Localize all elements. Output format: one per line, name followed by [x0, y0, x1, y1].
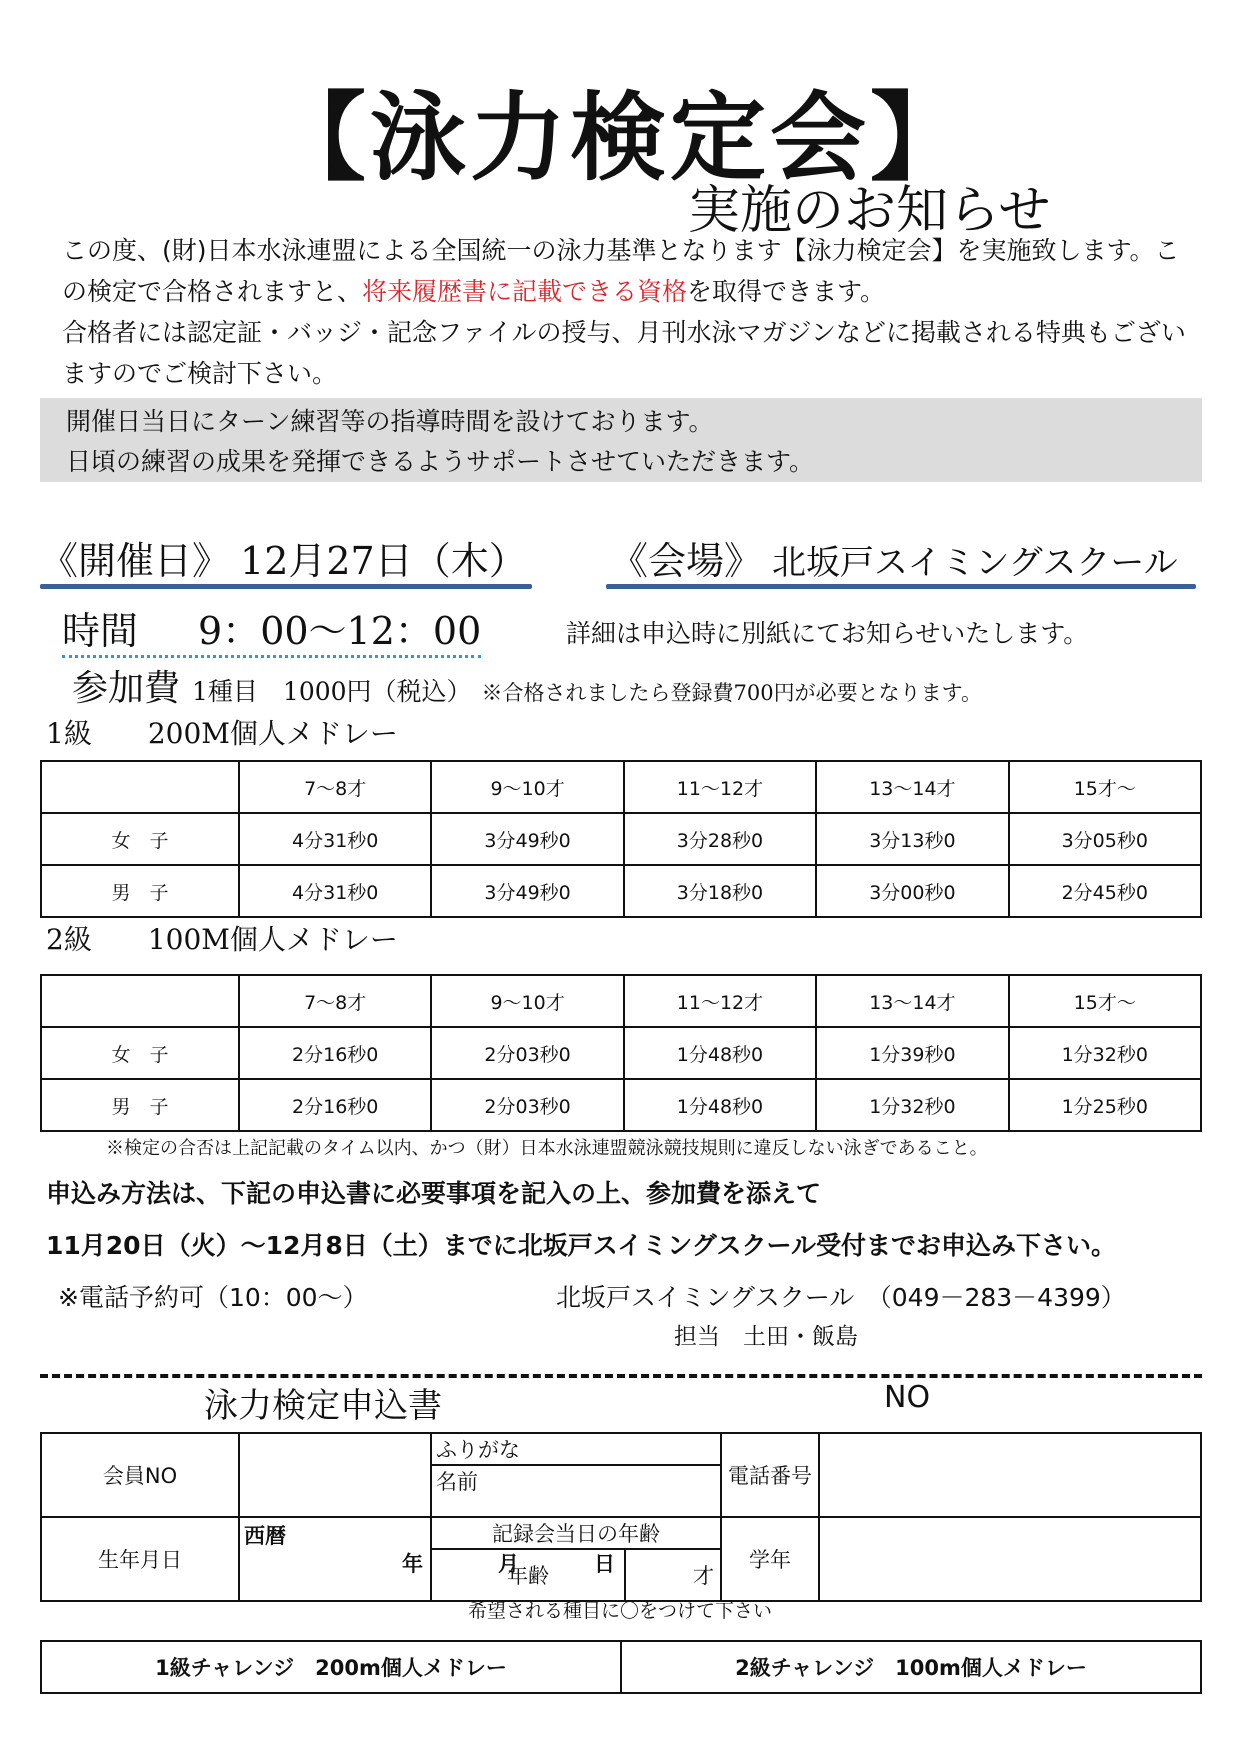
table-cell: 男 子 — [41, 865, 239, 917]
table-row — [41, 761, 1201, 813]
event-time — [62, 600, 481, 658]
table-cell: 2分03秒0 — [431, 1027, 623, 1079]
age-label: 年齢 — [431, 1549, 625, 1601]
intro-text-3: 合格者には認定証・バッジ・記念ファイルの授与、月刊水泳マガジンなどに掲載される特典もございますのでご検討下さい。 — [62, 318, 1186, 388]
table-cell: 3分49秒0 — [431, 865, 623, 917]
table-row — [41, 1079, 1201, 1131]
table-cell: 2分03秒0 — [431, 1079, 623, 1131]
grade2-table — [40, 974, 1202, 1132]
fee-value: 1種目 1000円（税込） — [192, 677, 472, 706]
phone-field[interactable] — [819, 1433, 1201, 1517]
fee-note: ※合格されましたら登録費700円が必要となります。 — [481, 681, 982, 705]
table-cell: 女 子 — [41, 813, 239, 865]
table-cell: 1分25秒0 — [1009, 1079, 1201, 1131]
phone-label: 電話番号 — [721, 1433, 819, 1517]
table-cell: 3分05秒0 — [1009, 813, 1201, 865]
grade1-table — [40, 760, 1202, 918]
event-date — [40, 530, 527, 585]
table-cell: 13～14才 — [816, 975, 1008, 1027]
choice-grade1[interactable]: 1級チャレンジ 200m個人メドレー — [41, 1641, 621, 1693]
fee-label: 参加費 — [72, 668, 181, 709]
school-year-label: 学年 — [721, 1517, 819, 1601]
intro-highlight: 将来履歴書に記載できる資格 — [362, 277, 688, 306]
contact: 北坂戸スイミングスクール （049－283－4399） — [556, 1283, 1126, 1312]
grade2-title: 2級 100M個人メドレー — [46, 923, 398, 956]
venue-underline — [606, 584, 1196, 589]
form-row-3 — [41, 1517, 1201, 1549]
venue-value: 北坂戸スイミングスクール — [772, 543, 1178, 583]
table-cell: 男 子 — [41, 1079, 239, 1131]
apply-line-2: 11月20日（火）～12月8日（土）までに北坂戸スイミングスクール受付までお申込み下さい。 — [46, 1231, 1117, 1260]
date-underline — [40, 584, 532, 589]
name-field[interactable] — [431, 1465, 721, 1517]
rule-note: ※検定の合否は上記記載のタイム以内、かつ（財）日本水泳連盟競泳競技規則に違反しない泳ぎであること。 — [106, 1138, 988, 1159]
table-cell: 1分32秒0 — [1009, 1027, 1201, 1079]
age-on-day-label: 記録会当日の年齢 — [431, 1517, 721, 1549]
notice-text — [66, 402, 814, 482]
table-cell: 女 子 — [41, 1027, 239, 1079]
year-label: 年 — [402, 1552, 423, 1576]
birthdate-label: 生年月日 — [41, 1517, 239, 1601]
member-no-field[interactable] — [239, 1433, 431, 1517]
table-row — [41, 975, 1201, 1027]
sai-label: 才 — [693, 1564, 714, 1588]
name-label: 名前 — [436, 1470, 478, 1494]
table-cell: 13～14才 — [816, 761, 1008, 813]
table-cell: 1分39秒0 — [816, 1027, 1008, 1079]
venue-label: 《会場》 — [610, 539, 763, 583]
grade1-title: 1級 200M個人メドレー — [46, 717, 398, 750]
day-label: 日 — [594, 1552, 615, 1576]
form-title: 泳力検定申込書 — [204, 1386, 442, 1426]
table-cell: 2分16秒0 — [239, 1027, 431, 1079]
page-subtitle: 実施のお知らせ — [688, 181, 1051, 241]
event-fee — [72, 660, 982, 711]
table-cell: 2分45秒0 — [1009, 865, 1201, 917]
staff: 担当 土田・飯島 — [674, 1324, 858, 1350]
intro-paragraph — [62, 230, 1192, 394]
table-cell: 2分16秒0 — [239, 1079, 431, 1131]
details-note: 詳細は申込時に別紙にてお知らせいたします。 — [566, 619, 1089, 648]
event-venue — [610, 530, 1178, 585]
age-field[interactable] — [625, 1549, 721, 1601]
notice-line-2: 日頃の練習の成果を発揮できるようサポートさせていただきます。 — [66, 447, 815, 476]
form-no-label: NO — [884, 1380, 931, 1415]
phone-reserve: ※電話予約可（10：00～） — [58, 1283, 368, 1312]
time-value: 9：00～12：00 — [198, 609, 482, 653]
table-cell: 9～10才 — [431, 975, 623, 1027]
member-no-label: 会員NO — [41, 1433, 239, 1517]
table-cell: 3分00秒0 — [816, 865, 1008, 917]
table-row — [41, 813, 1201, 865]
table-row — [41, 1027, 1201, 1079]
furigana-field[interactable] — [431, 1433, 721, 1465]
school-year-field[interactable] — [819, 1517, 1201, 1601]
table-cell: 15才～ — [1009, 975, 1201, 1027]
date-value: 12月27日（木） — [240, 539, 527, 583]
apply-line-1: 申込み方法は、下記の申込書に必要事項を記入の上、参加費を添えて — [46, 1179, 822, 1208]
page-title: 【泳力検定会】 — [270, 82, 970, 194]
table-cell: 4分31秒0 — [239, 813, 431, 865]
table-cell — [41, 761, 239, 813]
table-cell: 11～12才 — [624, 761, 816, 813]
table-cell: 7～8才 — [239, 975, 431, 1027]
table-cell: 7～8才 — [239, 761, 431, 813]
table-cell: 3分28秒0 — [624, 813, 816, 865]
table-cell: 1分48秒0 — [624, 1027, 816, 1079]
table-cell: 4分31秒0 — [239, 865, 431, 917]
choice-note: 希望される種目に〇をつけて下さい — [467, 1600, 772, 1622]
table-cell: 3分13秒0 — [816, 813, 1008, 865]
table-cell: 3分18秒0 — [624, 865, 816, 917]
table-cell: 9～10才 — [431, 761, 623, 813]
table-cell: 1分48秒0 — [624, 1079, 816, 1131]
time-label: 時間 — [62, 609, 139, 653]
table-cell: 3分49秒0 — [431, 813, 623, 865]
date-label: 《開催日》 — [40, 539, 231, 583]
table-cell: 11～12才 — [624, 975, 816, 1027]
choice-table — [40, 1640, 1202, 1694]
month-label: 月 — [498, 1552, 519, 1576]
era-label: 西暦 — [244, 1524, 286, 1548]
choice-grade2[interactable]: 2級チャレンジ 100m個人メドレー — [621, 1641, 1201, 1693]
table-cell: 15才～ — [1009, 761, 1201, 813]
furigana-label: ふりがな — [436, 1438, 520, 1462]
table-cell: 1分32秒0 — [816, 1079, 1008, 1131]
table-row — [41, 865, 1201, 917]
intro-text-1: この度、(財)日本水泳連盟による全国統一の泳力基準となります【泳力検定会】を実施致します。この検定で合格されますと、 — [62, 236, 1180, 306]
application-form — [40, 1432, 1202, 1602]
intro-text-2: を取得できます。 — [687, 277, 886, 306]
table-row — [41, 1641, 1201, 1693]
form-row-1 — [41, 1433, 1201, 1465]
table-cell — [41, 975, 239, 1027]
notice-line-1: 開催日当日にターン練習等の指導時間を設けております。 — [66, 407, 714, 436]
